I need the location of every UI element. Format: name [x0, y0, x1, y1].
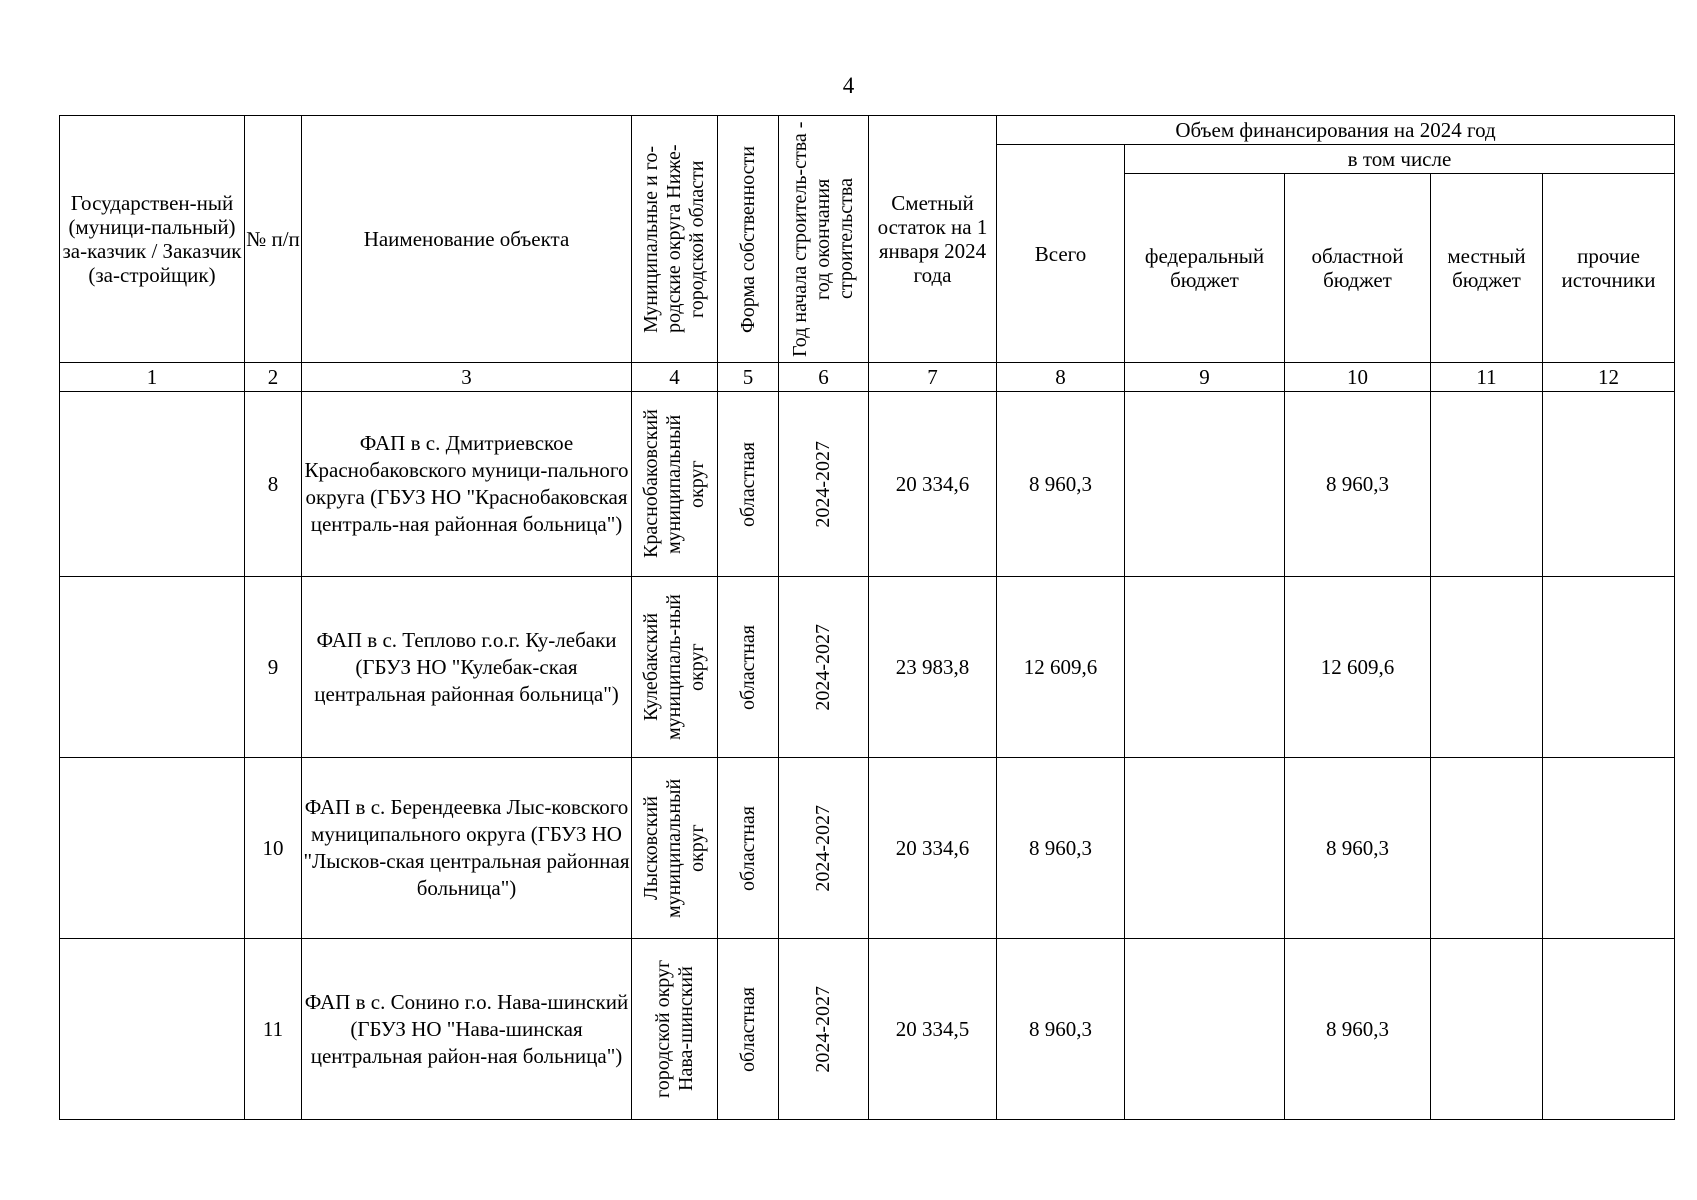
column-numbers-row — [60, 363, 1675, 392]
row-district — [632, 939, 718, 1120]
header-years — [779, 116, 869, 363]
row-ownership — [718, 939, 779, 1120]
column-number: 5 — [718, 363, 779, 392]
column-number: 8 — [997, 363, 1125, 392]
row-regional: 8 960,3 — [1285, 758, 1431, 939]
row-customer — [60, 392, 245, 577]
row-years — [779, 758, 869, 939]
row-total: 8 960,3 — [997, 392, 1125, 577]
row-number: 8 — [245, 392, 302, 577]
row-balance: 20 334,6 — [869, 392, 997, 577]
row-regional: 8 960,3 — [1285, 392, 1431, 577]
row-regional: 12 609,6 — [1285, 577, 1431, 758]
row-balance: 20 334,5 — [869, 939, 997, 1120]
page-number: 4 — [842, 73, 855, 98]
row-district-text: Краснобаковский муниципальный округ — [640, 409, 708, 559]
row-local — [1431, 392, 1543, 577]
row-customer — [60, 758, 245, 939]
column-number: 3 — [302, 363, 632, 392]
row-number: 11 — [245, 939, 302, 1120]
row-local — [1431, 758, 1543, 939]
column-number: 6 — [779, 363, 869, 392]
row-customer — [60, 577, 245, 758]
construction-funding-table — [59, 115, 1675, 1120]
header-local: местный бюджет — [1431, 174, 1543, 363]
column-number: 7 — [869, 363, 997, 392]
row-other — [1543, 577, 1675, 758]
row-object-name: ФАП в с. Сонино г.о. Нава-шинский (ГБУЗ НО "Нава-шинская центральная район-ная больница") — [302, 939, 632, 1120]
header-federal: федеральный бюджет — [1125, 174, 1285, 363]
header-customer: Государствен-ный (муници-пальный) за-казчик / Заказчик (за-стройщик) — [60, 116, 245, 363]
table-row — [60, 392, 1675, 577]
row-ownership-text: областная — [736, 805, 759, 891]
header-funding-group: Объем финансирования на 2024 год — [997, 116, 1675, 145]
row-total: 8 960,3 — [997, 939, 1125, 1120]
header-years-text: Год начала строитель-ства - год окончания строительства — [789, 121, 857, 357]
header-number: № п/п — [245, 116, 302, 363]
row-years-text: 2024-2027 — [812, 440, 834, 528]
row-ownership-text: областная — [736, 624, 759, 710]
header-ownership — [718, 116, 779, 363]
row-other — [1543, 392, 1675, 577]
row-district-text: городской округ Нава-шинский — [651, 959, 697, 1099]
row-balance: 20 334,6 — [869, 758, 997, 939]
column-number: 4 — [632, 363, 718, 392]
row-ownership — [718, 577, 779, 758]
row-local — [1431, 577, 1543, 758]
header-districts-text: Муниципальные и го-родские округа Ниже-городской области — [640, 144, 708, 334]
column-number: 11 — [1431, 363, 1543, 392]
row-district — [632, 577, 718, 758]
row-balance: 23 983,8 — [869, 577, 997, 758]
row-federal — [1125, 577, 1285, 758]
row-years — [779, 577, 869, 758]
header-including: в том числе — [1125, 145, 1675, 174]
header-ownership-text: Форма собственности — [736, 145, 759, 333]
row-regional: 8 960,3 — [1285, 939, 1431, 1120]
row-customer — [60, 939, 245, 1120]
column-number: 1 — [60, 363, 245, 392]
row-object-name: ФАП в с. Дмитриевское Краснобаковского муници-пального округа (ГБУЗ НО "Краснобаковская централь-ная районная больница") — [302, 392, 632, 577]
column-number: 2 — [245, 363, 302, 392]
row-district — [632, 758, 718, 939]
table-row — [60, 577, 1675, 758]
row-years — [779, 939, 869, 1120]
header-other: прочие источники — [1543, 174, 1675, 363]
row-federal — [1125, 758, 1285, 939]
row-years — [779, 392, 869, 577]
table-row — [60, 939, 1675, 1120]
header-object-name: Наименование объекта — [302, 116, 632, 363]
row-district — [632, 392, 718, 577]
row-local — [1431, 939, 1543, 1120]
row-total: 12 609,6 — [997, 577, 1125, 758]
header-regional: областной бюджет — [1285, 174, 1431, 363]
row-ownership — [718, 758, 779, 939]
row-federal — [1125, 392, 1285, 577]
row-number: 9 — [245, 577, 302, 758]
row-other — [1543, 758, 1675, 939]
row-years-text: 2024-2027 — [812, 804, 834, 892]
column-number: 9 — [1125, 363, 1285, 392]
column-number: 10 — [1285, 363, 1431, 392]
row-ownership — [718, 392, 779, 577]
row-other — [1543, 939, 1675, 1120]
header-districts — [632, 116, 718, 363]
row-object-name: ФАП в с. Теплово г.о.г. Ку-лебаки (ГБУЗ НО "Кулебак-ская центральная районная больница") — [302, 577, 632, 758]
row-number: 10 — [245, 758, 302, 939]
row-years-text: 2024-2027 — [812, 623, 834, 711]
row-years-text: 2024-2027 — [812, 985, 834, 1073]
row-district-text: Лысковский муниципальный округ — [640, 778, 708, 918]
header-balance: Сметный остаток на 1 января 2024 года — [869, 116, 997, 363]
row-total: 8 960,3 — [997, 758, 1125, 939]
row-ownership-text: областная — [736, 441, 759, 527]
table-row — [60, 758, 1675, 939]
row-federal — [1125, 939, 1285, 1120]
row-object-name: ФАП в с. Берендеевка Лыс-ковского муниципального округа (ГБУЗ НО "Лысков-ская центральная районная больница") — [302, 758, 632, 939]
header-total: Всего — [997, 145, 1125, 363]
column-number: 12 — [1543, 363, 1675, 392]
row-ownership-text: областная — [736, 986, 759, 1072]
row-district-text: Кулебакский муниципаль-ный округ — [640, 594, 708, 740]
